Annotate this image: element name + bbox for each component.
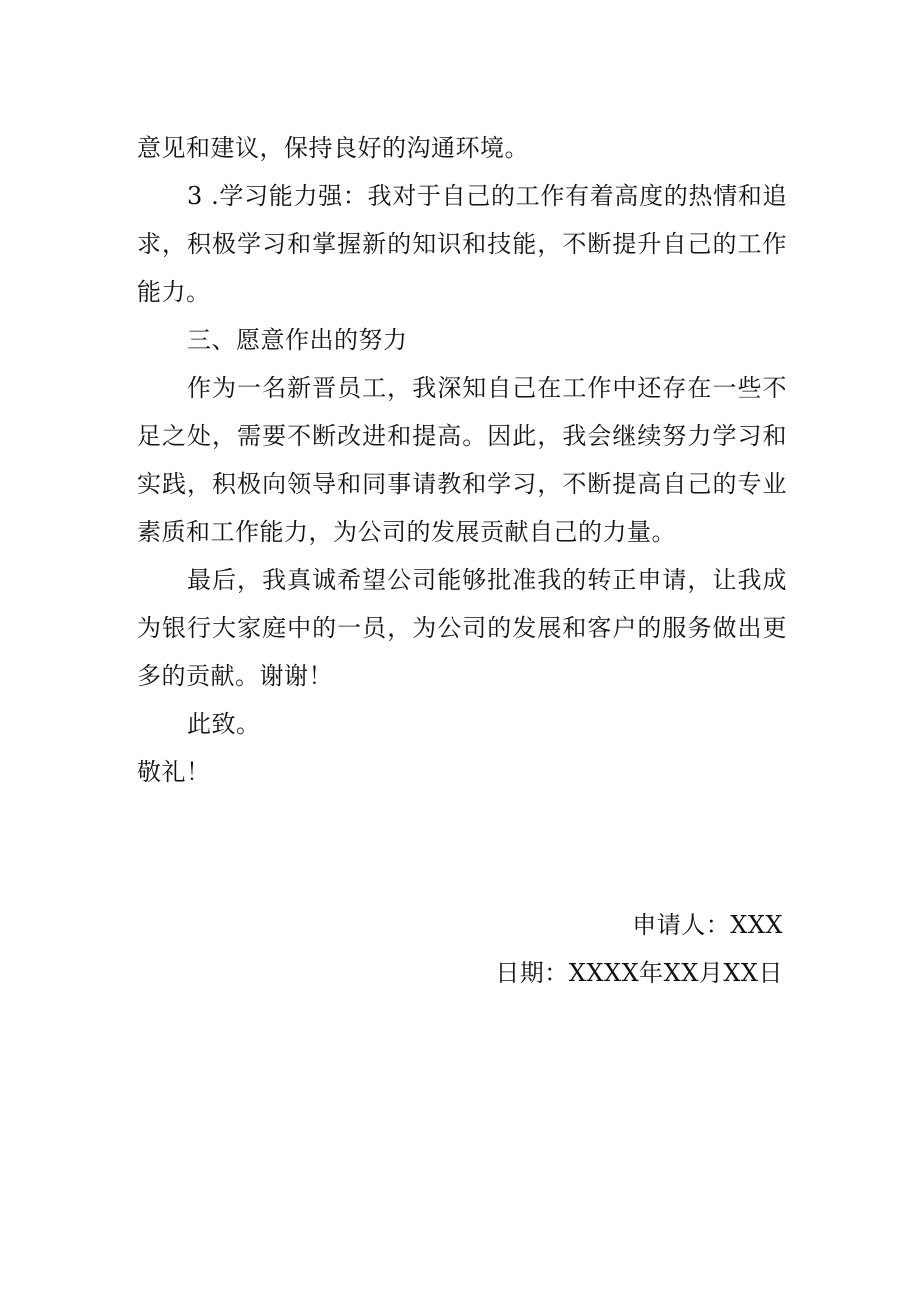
closing-phrase: 此致。: [187, 710, 261, 738]
letter-body: [137, 124, 787, 796]
section-heading-efforts: 三、愿意作出的努力: [187, 326, 408, 354]
paragraph-closing-request: 最后，我真诚希望公司能够批准我的转正申请，让我成为银行大家庭中的一员，为公司的发展和客户的服务做出更多的贡献。谢谢！: [137, 566, 787, 690]
paragraph-continuation: 意见和建议，保持良好的沟通环境。: [137, 134, 529, 162]
date-line: 日期：XXXX年XX月XX日: [495, 959, 783, 987]
applicant-line: 申请人：XXX: [632, 911, 783, 939]
signature-block: [495, 901, 783, 997]
salutation: 敬礼！: [137, 758, 211, 786]
paragraph-learning-ability: 3 .学习能力强：我对于自己的工作有着高度的热情和追求，积极学习和掌握新的知识和技能，不断提升自己的工作能力。: [137, 182, 787, 306]
paragraph-efforts: 作为一名新晋员工，我深知自己在工作中还存在一些不足之处，需要不断改进和提高。因此，我会继续努力学习和实践，积极向领导和同事请教和学习，不断提高自己的专业素质和工作能力，为公司的发展贡献自己的力量。: [137, 374, 787, 546]
